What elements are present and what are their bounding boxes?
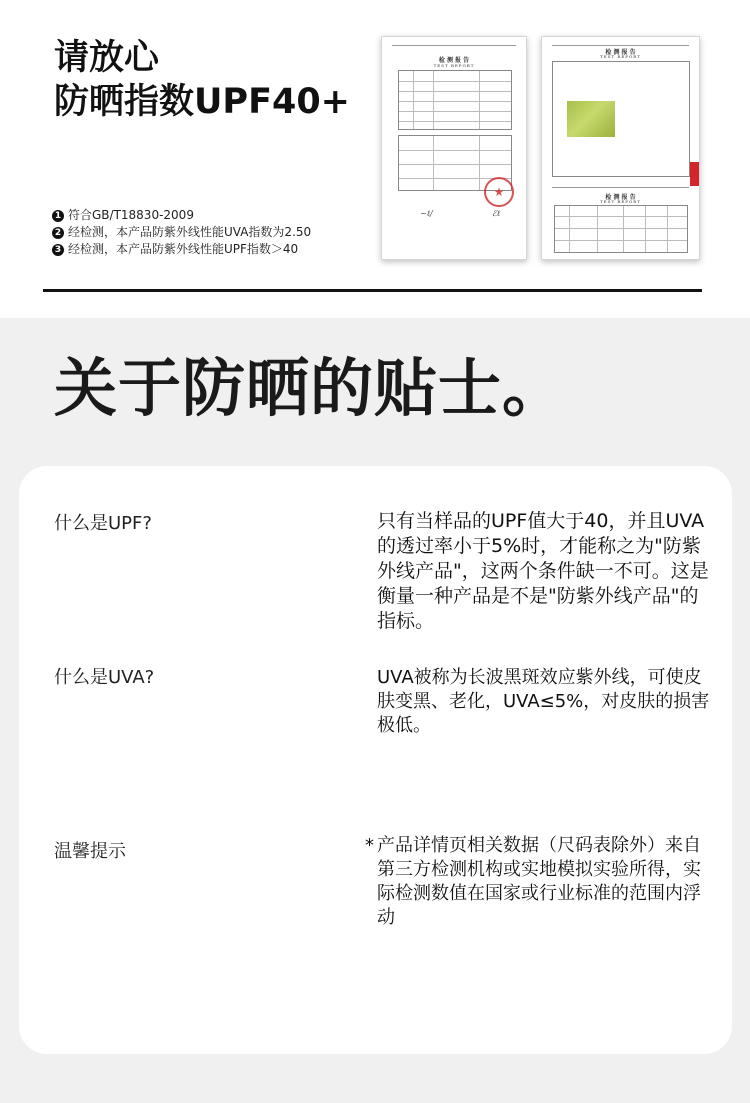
- certificate-section: [0, 0, 750, 318]
- answer-block: [365, 834, 711, 930]
- tips-title: 关于防晒的贴士。: [54, 352, 566, 425]
- report-title-cn: 检 测 报 告: [438, 57, 470, 64]
- report-title-cn: 检 测 报 告: [605, 194, 636, 201]
- result-table: [554, 205, 688, 253]
- number-badge: 3: [52, 244, 64, 256]
- header-rule: [552, 45, 689, 46]
- note-text: 经检测，本产品防紫外线性能UPF指数＞40: [68, 242, 299, 256]
- answer-text: UVA被称为长波黑斑效应紫外线，可使皮肤变黑、老化，UVA≤5%，对皮肤的损害极低。: [377, 667, 710, 736]
- report-table: [398, 70, 512, 130]
- headline: [54, 36, 350, 124]
- test-notes: [52, 207, 311, 258]
- answer-text: 只有当样品的UPF值大于40，并且UVA的透过率小于5%时，才能称之为"防紫外线产品"，这两个条件缺一不可。这是衡量一种产品是不是"防紫外线产品"的指标。: [377, 510, 709, 632]
- question-label: 什么是UVA?: [54, 667, 155, 688]
- headline-line-2: 防晒指数UPF40+: [54, 82, 351, 122]
- note-text: 符合GB/T18830-2009: [68, 208, 194, 222]
- header-rule: [392, 45, 516, 46]
- number-badge: 2: [52, 227, 64, 239]
- answer-text: 产品详情页相关数据（尺码表除外）来自第三方检测机构或实地模拟实验所得，实际检测数值在国家或行业标准的范围内浮动: [377, 835, 701, 928]
- footnote-asterisk: *: [365, 835, 374, 856]
- number-badge: 1: [52, 210, 64, 222]
- tips-card: [19, 466, 732, 1054]
- question-label: 温馨提示: [54, 841, 126, 862]
- test-report-image-2: [541, 36, 700, 260]
- report-title-en: TEST REPORT: [600, 54, 641, 59]
- note-text: 经检测，本产品防紫外线性能UVA指数为2.50: [68, 225, 312, 239]
- sun-protection-tips-section: [0, 318, 750, 1103]
- report-title-en: TEST REPORT: [433, 63, 475, 68]
- signature-icon: ~ℓ/: [420, 209, 433, 218]
- test-report-image-1: [381, 36, 527, 260]
- report-title-cn: 检 测 报 告: [605, 49, 636, 56]
- question-label: 什么是UPF?: [54, 513, 152, 534]
- seal-icon: ★: [484, 177, 514, 207]
- report-title-en: TEST REPORT: [600, 199, 641, 204]
- stamp-edge: [690, 162, 699, 186]
- note-item: [52, 224, 311, 241]
- header-rule: [552, 187, 689, 188]
- fabric-sample-image: [567, 101, 615, 137]
- section-divider: [43, 289, 702, 292]
- headline-line-1: 请放心: [54, 38, 160, 78]
- note-item: [52, 241, 311, 258]
- signature-icon: ℰℓ: [492, 209, 501, 218]
- note-item: [52, 207, 311, 224]
